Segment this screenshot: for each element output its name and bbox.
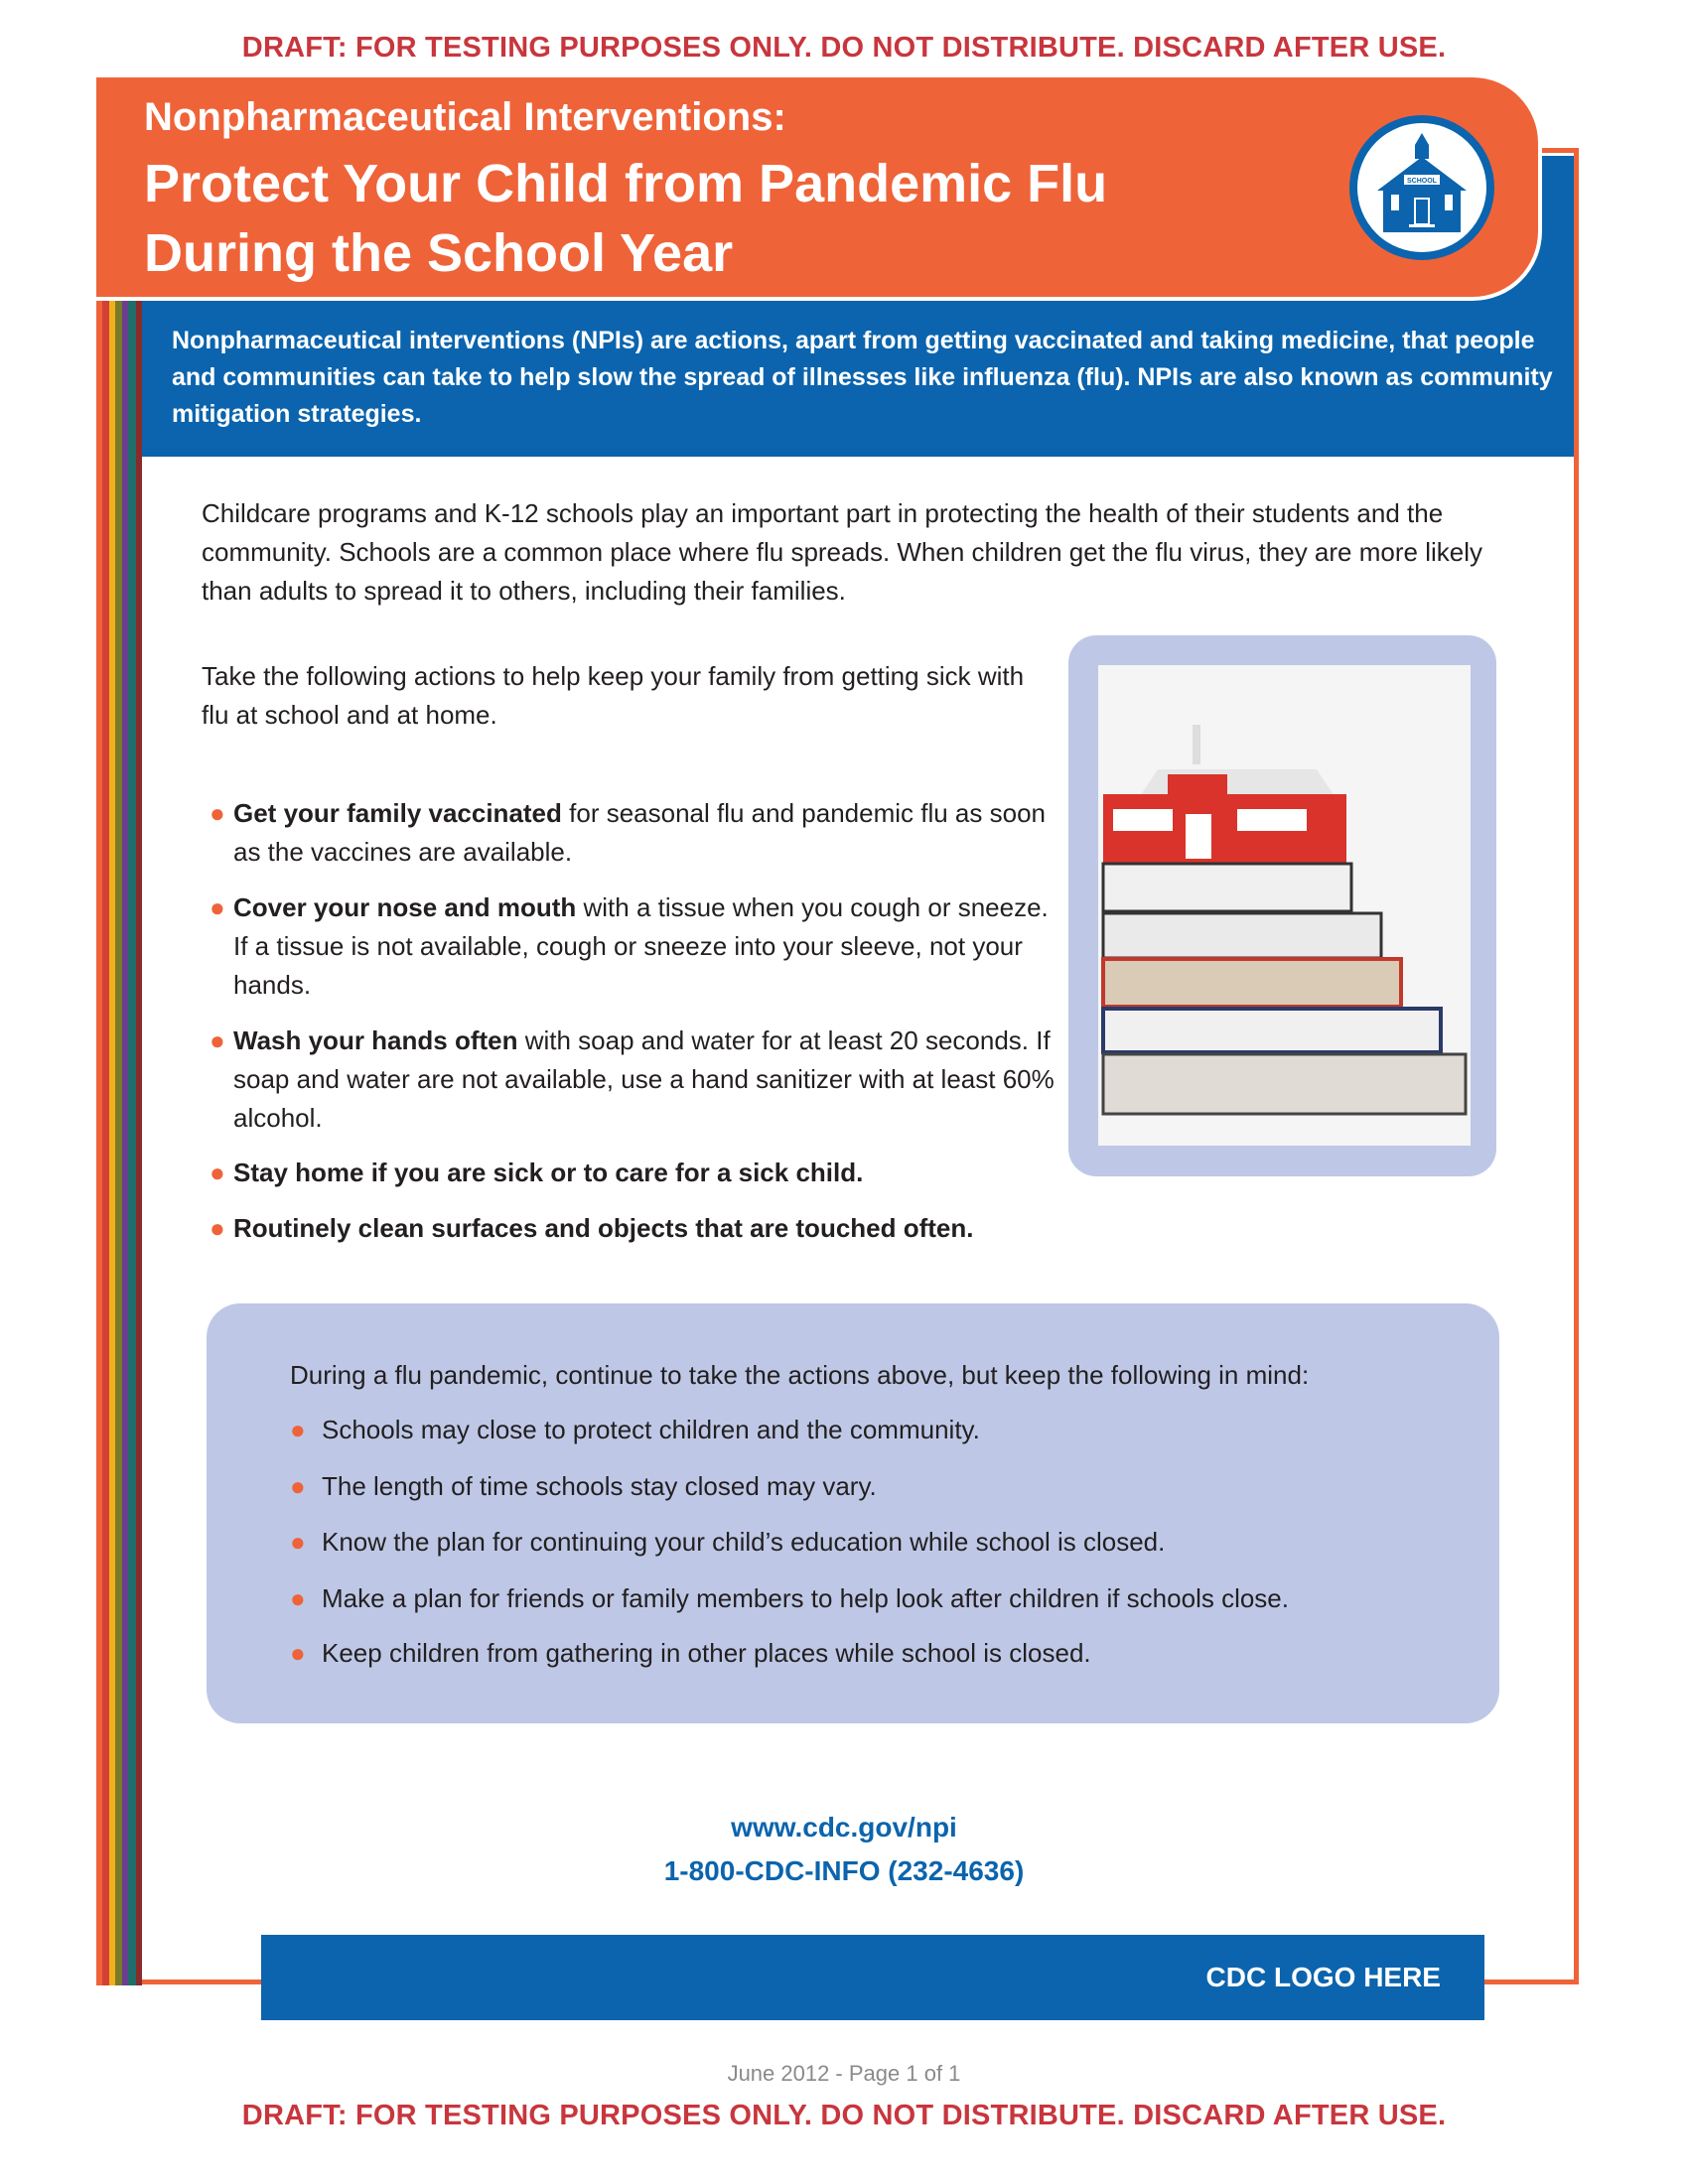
- title-line-1: Protect Your Child from Pandemic Flu: [144, 154, 1108, 213]
- schoolhouse-on-books-photo: [1098, 665, 1471, 1146]
- bullet-icon: ●: [210, 1025, 225, 1055]
- draft-notice-bottom: DRAFT: FOR TESTING PURPOSES ONLY. DO NOT DISTRIBUTE. DISCARD AFTER USE.: [241, 2100, 1447, 2131]
- intro-text: Nonpharmaceutical interventions (NPIs) are actions, apart from getting vaccinated and taking medicine, that people and communities can take to help slow the spread of illnesses like influenza (flu). NPIs are also known as community mitigation strategies.: [172, 327, 1553, 428]
- svg-text:SCHOOL: SCHOOL: [1407, 178, 1437, 185]
- bullet-icon: ●: [210, 1158, 225, 1187]
- schoolhouse-icon: [1349, 115, 1494, 260]
- bullet-icon: ●: [210, 1213, 225, 1243]
- bullet-icon: ●: [290, 1471, 306, 1501]
- bullet-icon: ●: [210, 798, 225, 828]
- header-title: [144, 149, 1107, 288]
- photo-frame: [1068, 635, 1496, 1176]
- bullet-icon: ●: [290, 1527, 306, 1557]
- paragraph-actions-intro: Take the following actions to help keep your family from getting sick with flu at school and at home.: [202, 661, 1025, 730]
- bullet-icon: ●: [290, 1415, 306, 1444]
- draft-notice-top: DRAFT: FOR TESTING PURPOSES ONLY. DO NOT DISTRIBUTE. DISCARD AFTER USE.: [241, 32, 1447, 64]
- decorative-stripes: [96, 298, 156, 1985]
- cdc-url-link[interactable]: www.cdc.gov/npi: [731, 1812, 957, 1843]
- cdc-phone: 1-800-CDC-INFO (232-4636): [663, 1855, 1025, 1886]
- header-subtitle: Nonpharmaceutical Interventions:: [144, 95, 786, 139]
- pandemic-lead: During a flu pandemic, continue to take the actions above, but keep the following in mind:: [290, 1360, 1310, 1390]
- title-header: [96, 73, 1542, 301]
- cdc-logo-bar: [261, 1935, 1484, 2020]
- cdc-logo-placeholder: CDC LOGO HERE: [1205, 1962, 1441, 1992]
- bullet-icon: ●: [290, 1583, 306, 1613]
- bullet-icon: ●: [210, 892, 225, 922]
- bullet-icon: ●: [290, 1638, 306, 1668]
- page-date: June 2012 - Page 1 of 1: [727, 2061, 961, 2086]
- pandemic-info-box: During a flu pandemic, continue to take the actions above, but keep the following in mind: ● Schools may close to protect children and the community. ● The length of time schools stay closed may vary. ● Know the plan for continuing your child’s education while school is closed. ● Make a plan for friends or family members to help look after children if schools close. ● Keep children from gathering in other places while school is closed.: [207, 1303, 1499, 1723]
- paragraph-schools: Childcare programs and K-12 schools play an important part in protecting the health of their students and the community. Schools are a common place where flu spreads. When children get the flu virus, they are more likely than adults to spread it to others, including their families.: [202, 498, 1482, 606]
- title-line-2: During the School Year: [144, 223, 734, 283]
